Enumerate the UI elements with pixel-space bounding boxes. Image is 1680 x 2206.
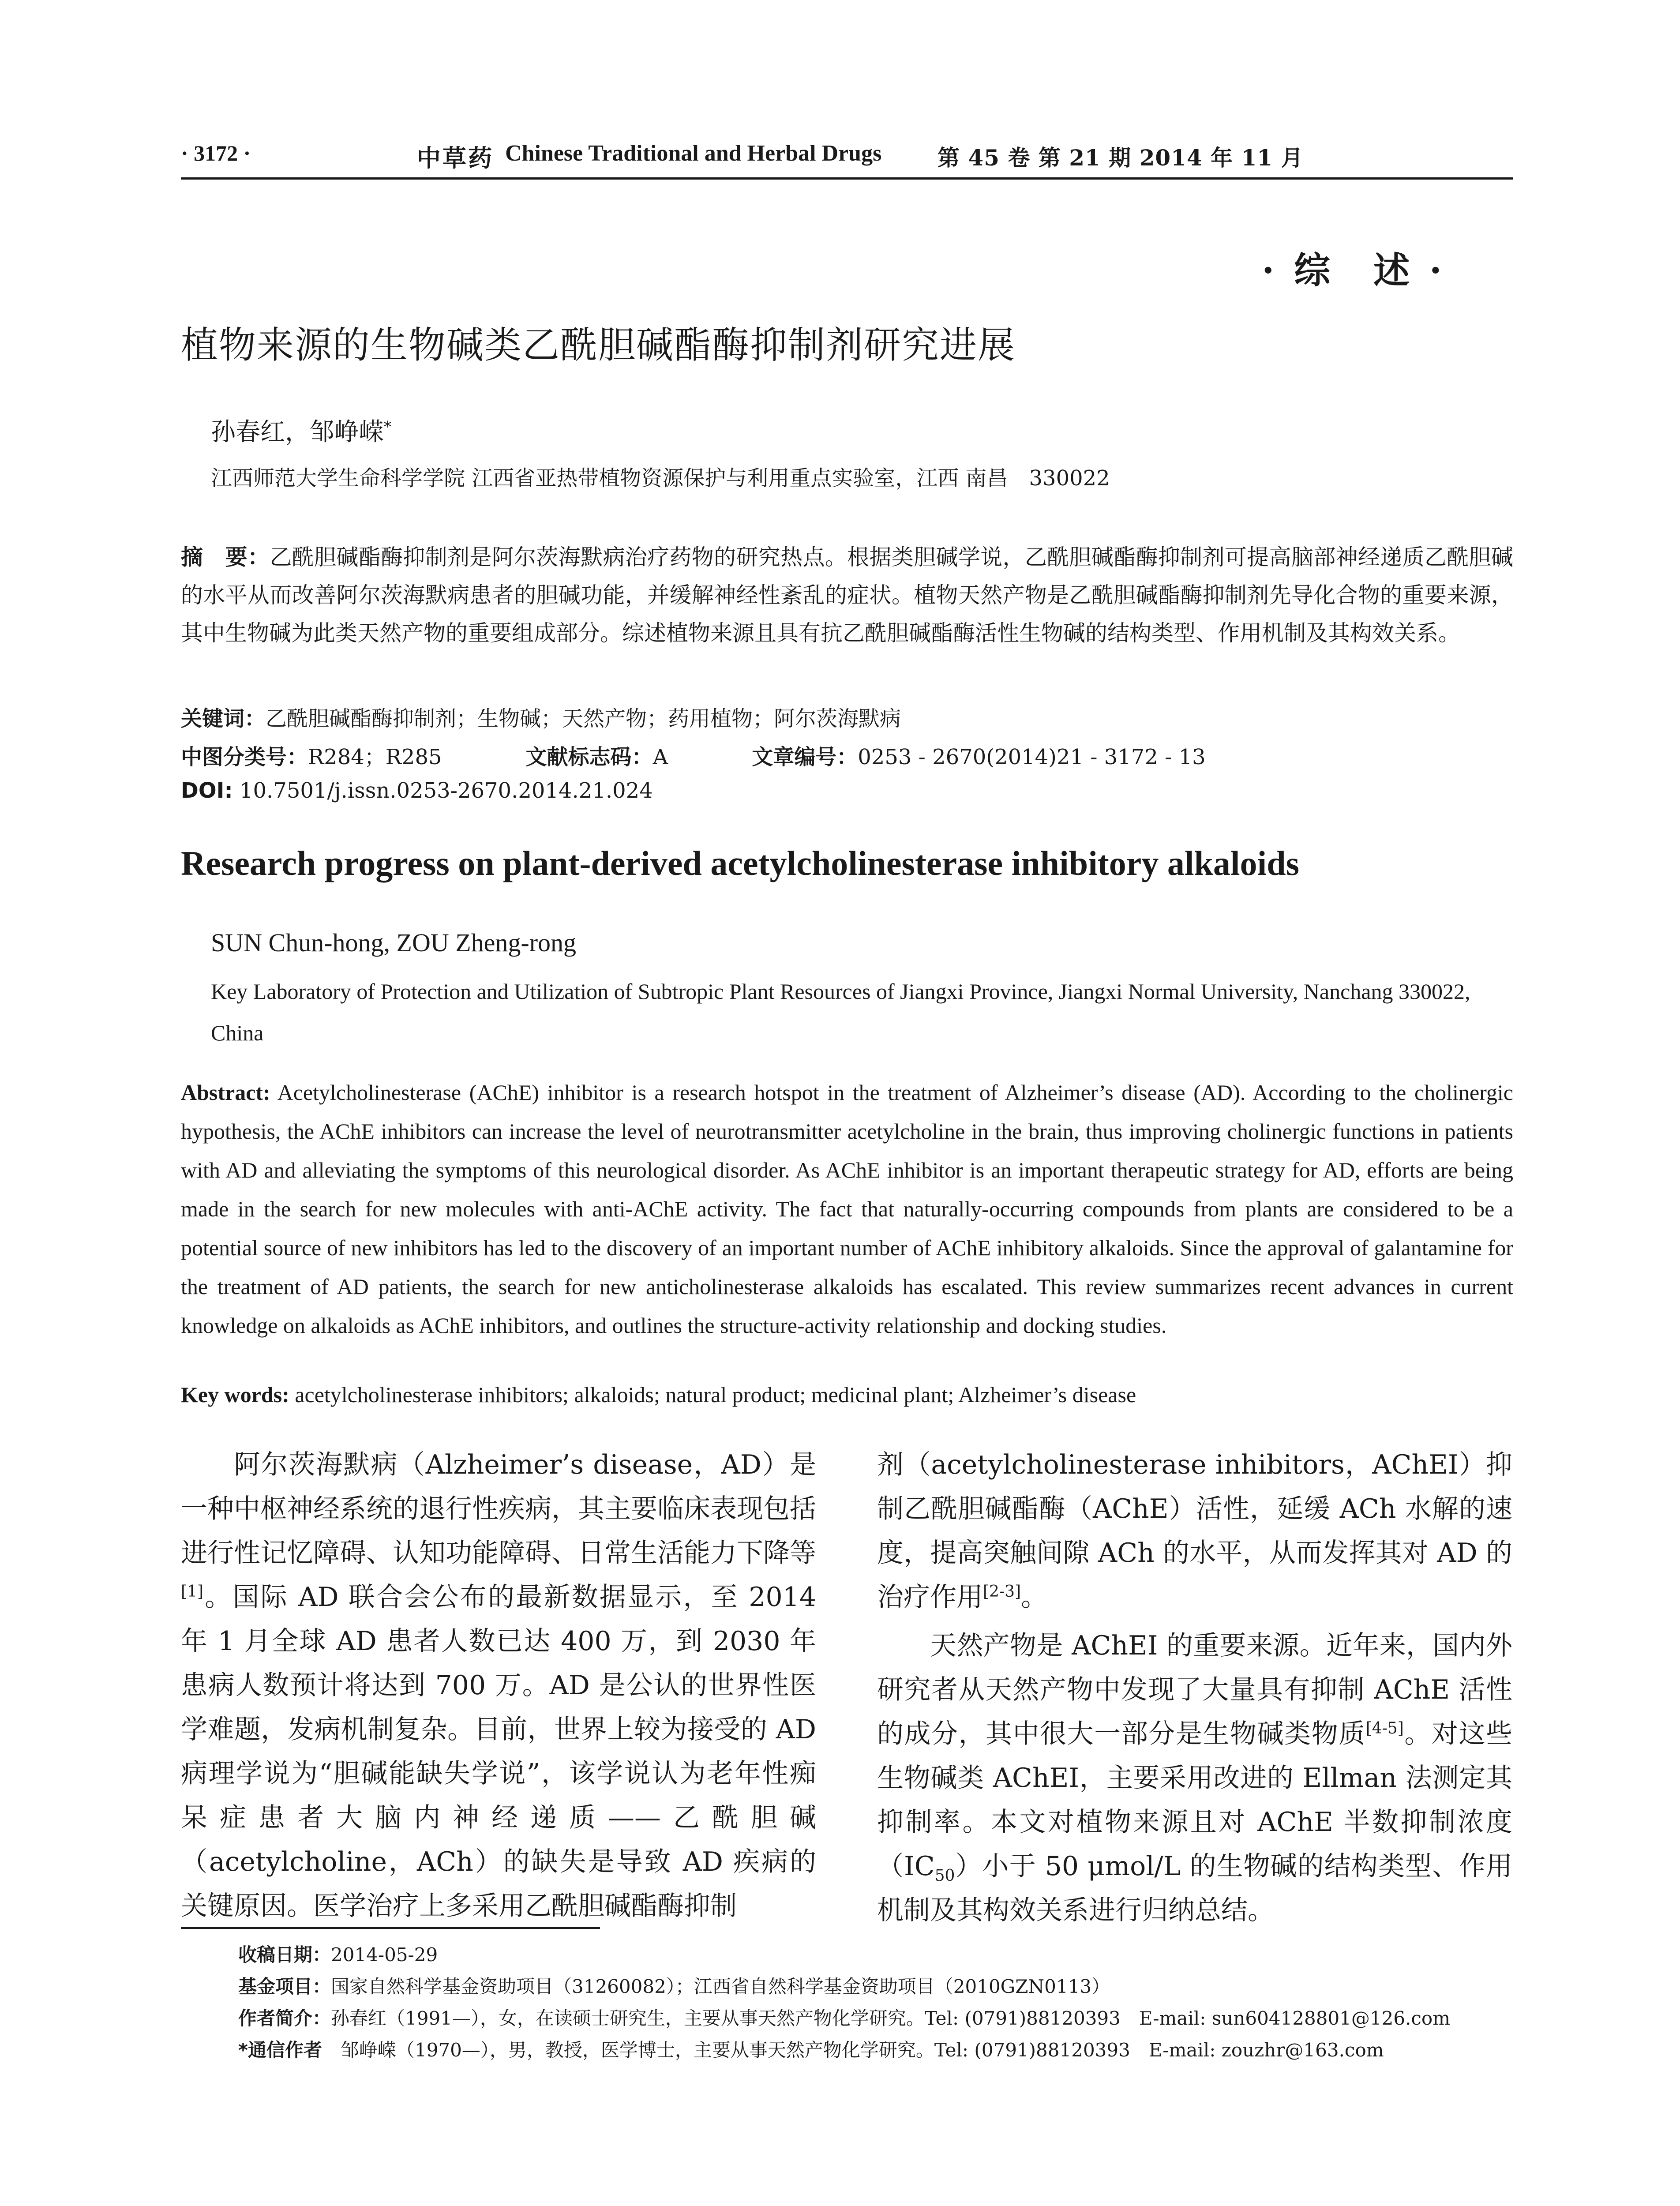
body-text: 。 — [1021, 1582, 1048, 1613]
footnote-funding — [238, 1972, 1110, 1999]
author-names: 孙春红，邹峥嵘 — [211, 418, 384, 446]
body-text: 天然产物是 AChEI 的重要来源。近年来，国内外研究者从天然产物中发现了大量具有抑制 AChE 活性的成分，其中很大一部分是生物碱类物质 — [877, 1630, 1512, 1749]
doc-code-value: A — [652, 745, 668, 769]
keywords-text: 乙酰胆碱酯酶抑制剂；生物碱；天然产物；药用植物；阿尔茨海默病 — [266, 706, 901, 731]
body-paragraph — [877, 1443, 1512, 1619]
journal-logo: 中草药 — [417, 144, 494, 172]
corresponding-label: *通信作者 — [238, 2039, 322, 2061]
clc-label: 中图分类号： — [181, 745, 308, 769]
keywords-label: 关键词： — [181, 706, 266, 731]
english-authors: SUN Chun-hong, ZOU Zheng-rong — [211, 928, 577, 957]
keywords-label-en: Key words: — [181, 1382, 289, 1407]
article-no-value: 0253 - 2670(2014)21 - 3172 - 13 — [858, 745, 1206, 769]
body-text: 。对这些生物碱类 AChEI，主要采用改进的 Ellman 法测定其抑制率。本文对植物来源且对 AChE 半数抑制浓度（IC — [877, 1718, 1513, 1882]
subscript: 50 — [934, 1867, 955, 1885]
chinese-keywords — [181, 702, 901, 732]
section-label: · 综 述 · — [1262, 249, 1446, 292]
body-column-left — [181, 1443, 816, 1928]
corresponding-value: 邹峥嵘（1970—），男，教授，医学博士，主要从事天然产物化学研究。Tel: (0791)88120393 E-mail: zouzhr@163.com — [322, 2039, 1384, 2061]
citation[interactable]: [4-5] — [1365, 1719, 1404, 1737]
english-abstract — [181, 1073, 1513, 1345]
abstract-label-en: Abstract: — [181, 1080, 270, 1105]
body-text: 。国际 AD 联合会公布的最新数据显示，至 2014 年 1 月全球 AD 患者人数已达 400 万，到 2030 年患病人数预计将达到 700 万。AD 是公认的世界性医学难题，发病机制复杂。目前，世界上较为接受的 AD 病理学说为“胆碱能缺失学说”，该学说认为老年性痴呆症患者大脑内神经递质——乙酰胆碱（acetylcholine，ACh）的缺失是导致 AD 疾病的关键原因。医学治疗上多采用乙酰胆碱酯酶抑制 — [181, 1582, 816, 1921]
english-title: Research progress on plant-derived acetylcholinesterase inhibitory alkaloids — [181, 844, 1299, 882]
clc-value: R284；R285 — [308, 745, 442, 769]
chinese-authors — [211, 413, 391, 448]
abstract-label: 摘 要： — [181, 544, 270, 570]
received-label: 收稿日期： — [238, 1944, 331, 1966]
body-paragraph — [181, 1443, 816, 1928]
english-affiliation: Key Laboratory of Protection and Utilization of Subtropic Plant Resources of Jiangxi Province, Jiangxi Normal University, Nanchang 330022, China — [211, 979, 1470, 1045]
body-text: ）小于 50 μmol/L 的生物碱的结构类型、作用机制及其构效关系进行归纳总结。 — [877, 1851, 1513, 1926]
footnote-corresponding — [238, 2036, 1384, 2062]
citation[interactable]: [2-3] — [983, 1583, 1021, 1601]
header-rule — [181, 177, 1513, 180]
funding-value: 国家自然科学基金资助项目（31260082）；江西省自然科学基金资助项目（2010GZN0113） — [331, 1976, 1110, 1997]
doi-line — [181, 778, 653, 803]
page-number: · 3172 · — [181, 141, 251, 165]
issue-info: 第 45 卷 第 21 期 2014 年 11 月 — [938, 145, 1304, 171]
doc-code-label: 文献标志码： — [525, 745, 653, 769]
body-paragraph — [877, 1624, 1512, 1932]
received-value: 2014-05-29 — [331, 1944, 438, 1966]
funding-label: 基金项目： — [238, 1976, 331, 1997]
body-column-right — [877, 1443, 1512, 1932]
chinese-affiliation: 江西师范大学生命科学学院 江西省亚热带植物资源保护与利用重点实验室，江西 南昌 330022 — [211, 466, 1110, 491]
author-bio-label: 作者简介： — [238, 2007, 331, 2029]
classification-line — [181, 740, 1206, 770]
body-text: 剂（acetylcholinesterase inhibitors，AChEI）抑制乙酰胆碱酯酶（AChE）活性，延缓 ACh 水解的速度，提高突触间隙 ACh 的水平，从而发挥其对 AD 的治疗作用 — [877, 1449, 1512, 1613]
abstract-text-en: Acetylcholinesterase (AChE) inhibitor is a research hotspot in the treatment of Alzheimer’s disease (AD). According to the cholinergic hypothesis, the AChE inhibitors can increase the level of neurotransmitter acetylcholine in the brain, thus improving cholinergic functions in patients with AD and alleviating the symptoms of this neurological disorder. As AChE inhibitor is an important therapeutic strategy for AD, efforts are being made in the search for new molecules with anti-AChE activity. The fact that naturally-occurring compounds from plants are considered to be a potential source of new inhibitors has led to the discovery of an important number of AChE inhibitory alkaloids. Since the approval of galantamine for the treatment of AD patients, the search for new anticholinesterase alkaloids has escalated. This review summarizes recent advances in current knowledge on alkaloids as AChE inhibitors, and outlines the structure-activity relationship and docking studies. — [181, 1080, 1513, 1338]
article-no-label: 文章编号： — [752, 745, 858, 769]
doi-value[interactable]: 10.7501/j.issn.0253-2670.2014.21.024 — [239, 778, 653, 803]
journal-name: Chinese Traditional and Herbal Drugs — [505, 141, 882, 166]
abstract-text: 乙酰胆碱酯酶抑制剂是阿尔茨海默病治疗药物的研究热点。根据类胆碱学说，乙酰胆碱酯酶抑制剂可提高脑部神经递质乙酰胆碱的水平从而改善阿尔茨海默病患者的胆碱功能，并缓解神经性紊乱的症状。植物天然产物是乙酰胆碱酯酶抑制剂先导化合物的重要来源，其中生物碱为此类天然产物的重要组成部分。综述植物来源且具有抗乙酰胆碱酯酶活性生物碱的结构类型、作用机制及其构效关系。 — [181, 544, 1514, 646]
doi-label: DOI: — [181, 778, 233, 803]
author-bio-value: 孙春红（1991—），女，在读硕士研究生，主要从事天然产物化学研究。Tel: (0791)88120393 E-mail: sun604128801@126.com — [331, 2007, 1451, 2029]
footnote-rule — [181, 1927, 600, 1929]
chinese-title: 植物来源的生物碱类乙酰胆碱酯酶抑制剂研究进展 — [181, 323, 1016, 367]
chinese-abstract — [181, 538, 1513, 652]
body-text: 阿尔茨海默病（Alzheimer’s disease，AD）是一种中枢神经系统的退行性疾病，其主要临床表现包括进行性记忆障碍、认知功能障碍、日常生活能力下降等 — [181, 1449, 816, 1568]
footnote-received — [238, 1940, 438, 1967]
citation[interactable]: [1] — [181, 1583, 203, 1601]
keywords-text-en: acetylcholinesterase inhibitors; alkaloids; natural product; medicinal plant; Alzheimer’s disease — [295, 1382, 1136, 1407]
footnote-author-bio — [238, 2004, 1450, 2030]
corresponding-mark: * — [384, 418, 391, 436]
english-keywords — [181, 1382, 1136, 1407]
